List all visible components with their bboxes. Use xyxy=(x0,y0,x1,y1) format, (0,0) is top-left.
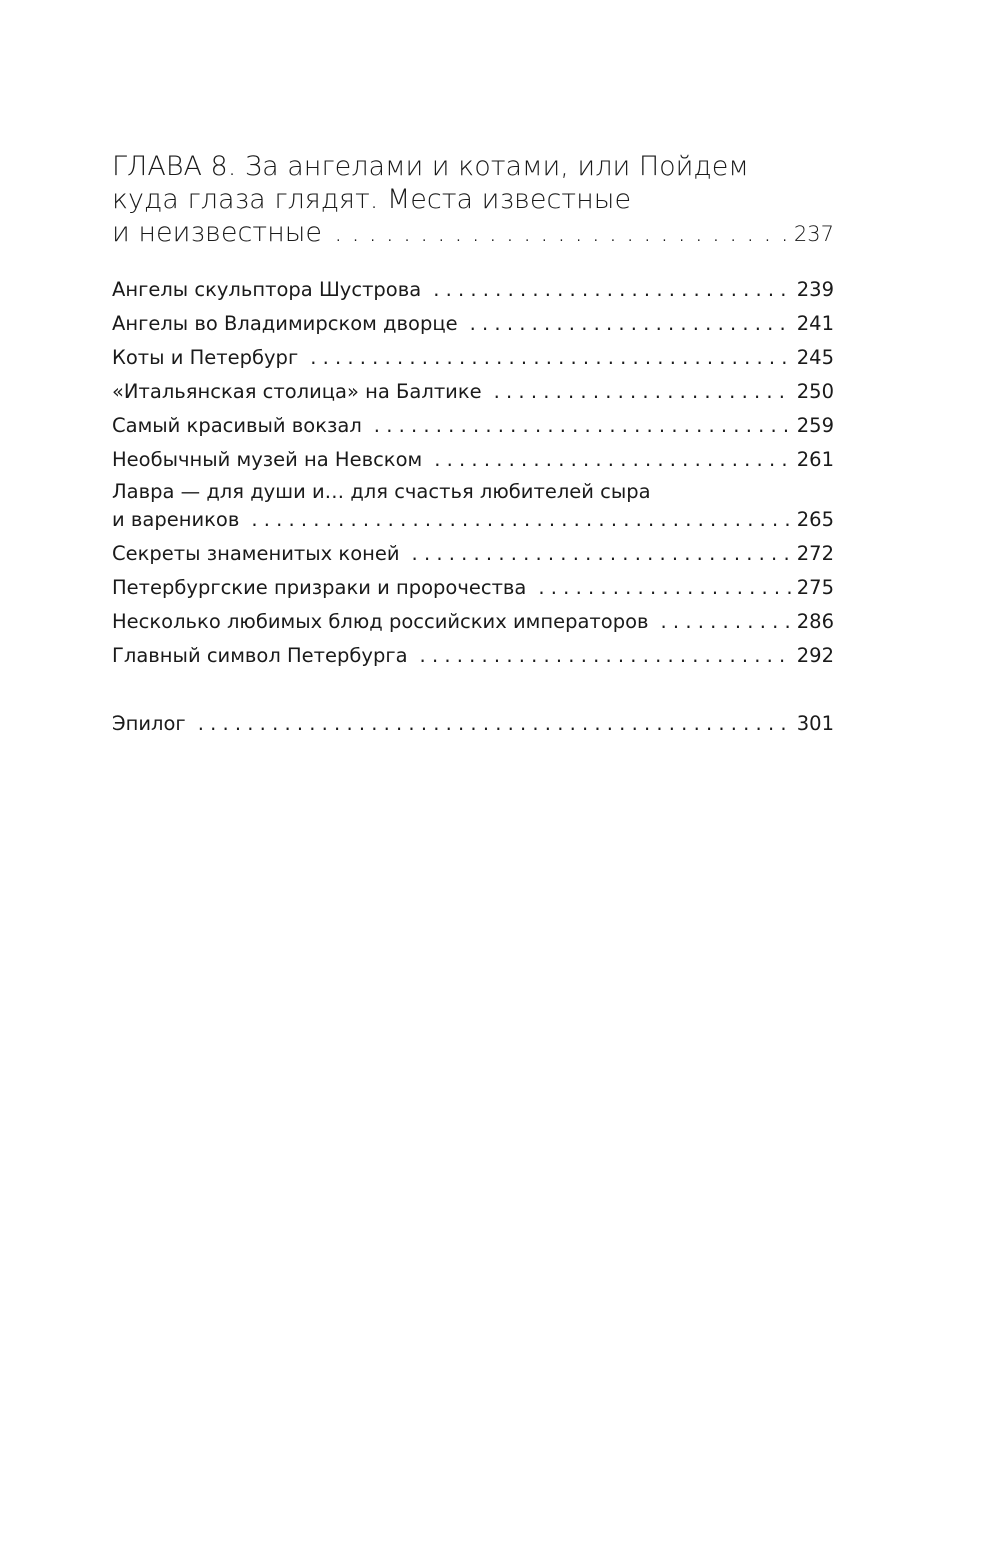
toc-entry-title: «Итальянская столица» на Балтике xyxy=(112,380,482,403)
toc-entry xyxy=(112,375,834,409)
toc-entry-page: 272 xyxy=(796,542,834,565)
toc-entry xyxy=(112,537,834,571)
toc-entry-title-line-1: Лавра — для души и… для счастья любителей сыра xyxy=(112,480,651,503)
table-of-contents xyxy=(112,150,834,741)
dot-leader xyxy=(420,639,793,673)
dot-leader xyxy=(198,707,793,741)
toc-entry-page: 265 xyxy=(796,508,834,531)
dot-leader xyxy=(374,409,793,443)
dot-leader xyxy=(538,571,792,605)
toc-entry xyxy=(112,273,834,307)
toc-entry-page: 250 xyxy=(796,380,834,403)
dot-leader xyxy=(661,605,793,639)
dot-leader xyxy=(334,216,790,249)
dot-leader xyxy=(434,443,793,477)
toc-entry-title: Необычный музей на Невском xyxy=(112,448,423,471)
toc-entry-page: 286 xyxy=(796,610,834,633)
chapter-heading xyxy=(112,150,834,251)
epilogue-entry xyxy=(112,707,834,741)
dot-leader xyxy=(494,375,793,409)
toc-entry-title: Самый красивый вокзал xyxy=(112,414,362,437)
chapter-title-line-3 xyxy=(112,216,834,251)
section-list xyxy=(112,273,834,673)
dot-leader xyxy=(251,507,792,533)
dot-leader xyxy=(310,341,793,375)
epilogue-page: 301 xyxy=(796,712,834,735)
toc-entry-page: 292 xyxy=(796,644,834,667)
toc-entry-title: Ангелы скульптора Шустрова xyxy=(112,278,422,301)
toc-entry-title: Петербургские призраки и пророчества xyxy=(112,576,527,599)
toc-entry xyxy=(112,409,834,443)
toc-entry-title: Несколько любимых блюд российских императоров xyxy=(112,610,649,633)
chapter-page-number: 237 xyxy=(793,222,834,246)
toc-entry xyxy=(112,571,834,605)
toc-entry-page: 241 xyxy=(796,312,834,335)
toc-entry-page: 275 xyxy=(796,576,834,599)
toc-entry-title: Ангелы во Владимирском дворце xyxy=(112,312,458,335)
chapter-title-line-2: куда глаза глядят. Места известные xyxy=(112,184,632,215)
toc-entry xyxy=(112,639,834,673)
toc-entry xyxy=(112,605,834,639)
toc-entry xyxy=(112,443,834,477)
toc-entry-page: 259 xyxy=(796,414,834,437)
chapter-title-line-3-text: и неизвестные xyxy=(112,217,323,248)
dot-leader xyxy=(433,273,793,307)
dot-leader xyxy=(470,307,793,341)
toc-entry-title: Главный символ Петербурга xyxy=(112,644,408,667)
toc-entry-page: 239 xyxy=(796,278,834,301)
toc-entry-title: Коты и Петербург xyxy=(112,346,299,369)
toc-entry-page: 261 xyxy=(796,448,834,471)
toc-entry xyxy=(112,341,834,375)
chapter-title-line-1: ГЛАВА 8. За ангелами и котами, или Пойдем xyxy=(112,151,749,182)
toc-entry xyxy=(112,307,834,341)
toc-entry-title-line-2: и вареников xyxy=(112,508,240,531)
dot-leader xyxy=(412,537,793,571)
epilogue-title: Эпилог xyxy=(112,712,186,735)
toc-entry-title: Секреты знаменитых коней xyxy=(112,542,400,565)
toc-entry-page: 245 xyxy=(796,346,834,369)
toc-entry xyxy=(112,477,834,533)
